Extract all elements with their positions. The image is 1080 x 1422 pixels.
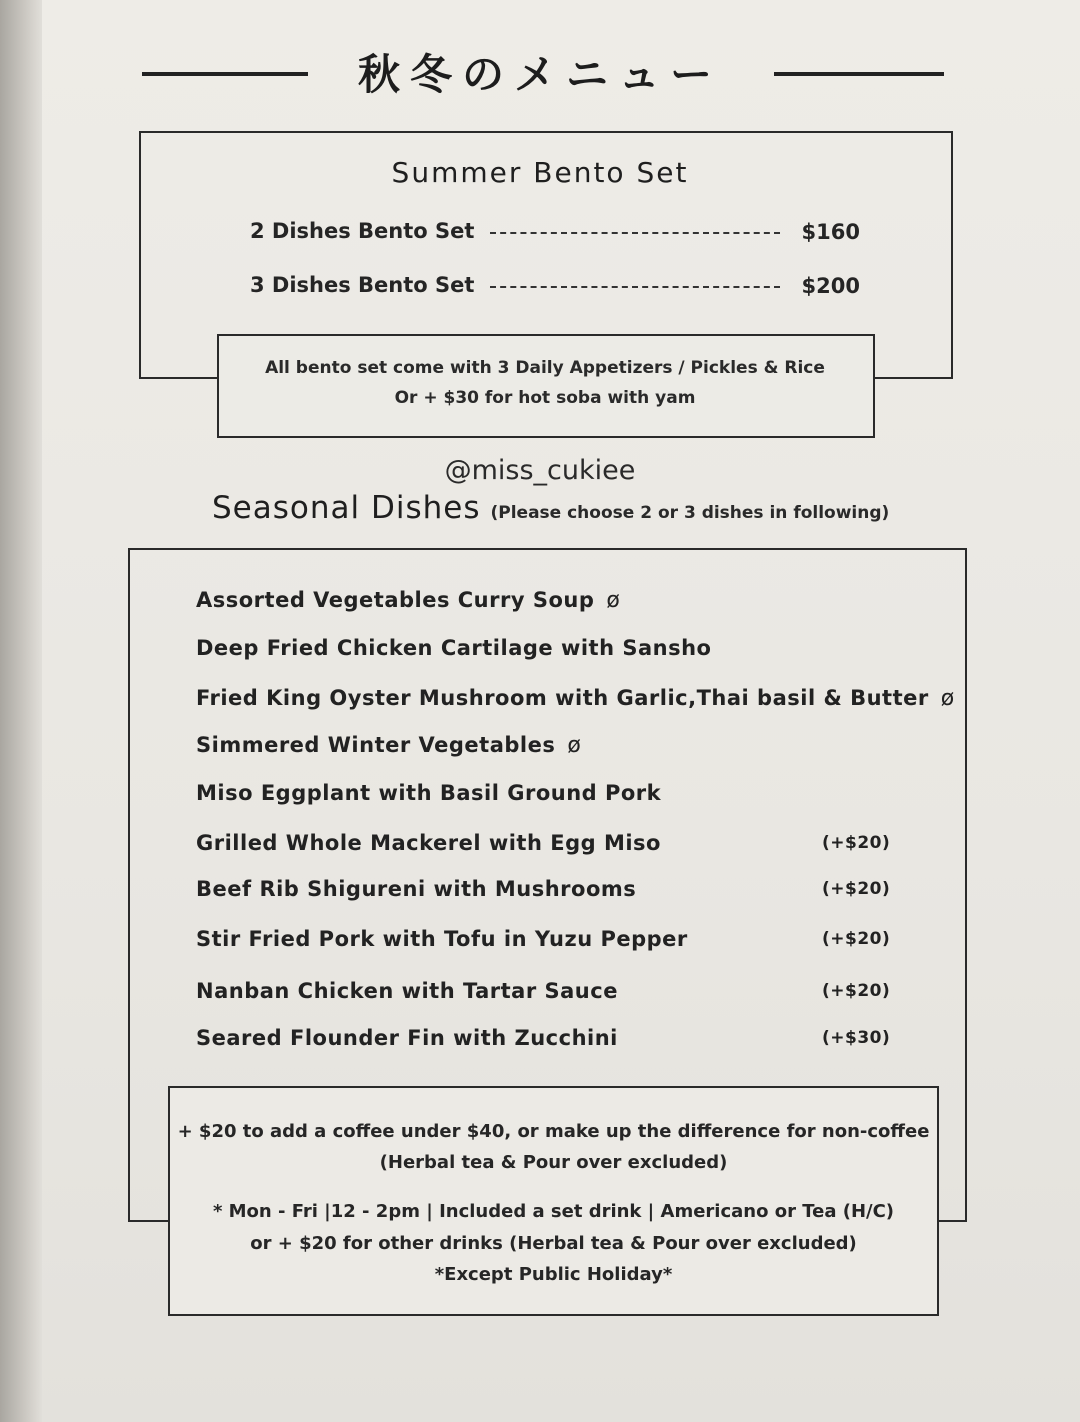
seasonal-subtitle: (Please choose 2 or 3 dishes in following) — [490, 503, 890, 523]
dish-name: Beef Rib Shigureni with Mushrooms — [196, 877, 637, 901]
dotted-leader — [490, 232, 780, 234]
dish-item — [196, 831, 896, 863]
dish-name: Deep Fried Chicken Cartilage with Sansho — [196, 636, 712, 660]
dotted-leader — [490, 286, 780, 288]
dish-surcharge: (+$20) — [822, 981, 891, 1001]
footer-line5: *Except Public Holiday* — [434, 1264, 673, 1285]
dish-name: Fried King Oyster Mushroom with Garlic,Thai basil & Butter — [196, 686, 929, 710]
dish-item — [196, 1026, 896, 1058]
dish-name: Miso Eggplant with Basil Ground Pork — [196, 781, 662, 805]
bento-title: Summer Bento Set — [391, 156, 689, 189]
dish-name: Seared Flounder Fin with Zucchini — [196, 1026, 618, 1050]
footer-line3: * Mon - Fri |12 - 2pm | Included a set drink | Americano or Tea (H/C) — [212, 1201, 895, 1222]
seasonal-heading — [212, 490, 889, 526]
dish-surcharge: (+$20) — [822, 879, 891, 899]
bento-note-box — [217, 334, 875, 438]
social-handle: @miss_cukiee — [444, 455, 636, 486]
dish-name: Assorted Vegetables Curry Soup — [196, 588, 595, 612]
dish-item — [196, 877, 896, 909]
footer-line1: + $20 to add a coffee under $40, or make up the difference for non-coffee — [177, 1121, 930, 1142]
dish-name: Stir Fried Pork with Tofu in Yuzu Pepper — [196, 927, 688, 951]
bento-row-price: $200 — [801, 274, 860, 298]
dish-surcharge: (+$20) — [822, 929, 891, 949]
footer-line2: (Herbal tea & Pour over excluded) — [379, 1152, 728, 1173]
bento-row-name: 2 Dishes Bento Set — [250, 219, 475, 243]
title-rule-right — [774, 72, 944, 76]
dish-surcharge: (+$20) — [822, 833, 891, 853]
dish-item — [196, 636, 896, 668]
bento-note-line2: Or + $30 for hot soba with yam — [394, 388, 696, 408]
dish-item — [196, 733, 896, 765]
bento-row-name: 3 Dishes Bento Set — [250, 273, 475, 297]
leaf-icon: ø — [940, 686, 955, 711]
seasonal-title: Seasonal Dishes — [212, 490, 481, 526]
bento-row — [250, 273, 860, 303]
dish-name: Grilled Whole Mackerel with Egg Miso — [196, 831, 661, 855]
footer-line4: or + $20 for other drinks (Herbal tea & Pour over excluded) — [250, 1233, 857, 1254]
dish-item — [196, 979, 896, 1011]
menu-title: 秋冬のメニュー — [357, 50, 722, 99]
dish-item — [196, 927, 896, 959]
dish-item — [196, 686, 955, 718]
dish-name: Nanban Chicken with Tartar Sauce — [196, 979, 618, 1003]
dish-name: Simmered Winter Vegetables — [196, 733, 556, 757]
dish-item — [196, 781, 896, 813]
leaf-icon: ø — [606, 588, 621, 613]
dish-surcharge: (+$30) — [822, 1028, 891, 1048]
bento-row-price: $160 — [801, 220, 860, 244]
dish-item — [196, 588, 896, 620]
bento-note-line1: All bento set come with 3 Daily Appetizers / Pickles & Rice — [265, 358, 825, 378]
leaf-icon: ø — [567, 733, 582, 758]
bento-row — [250, 219, 860, 249]
